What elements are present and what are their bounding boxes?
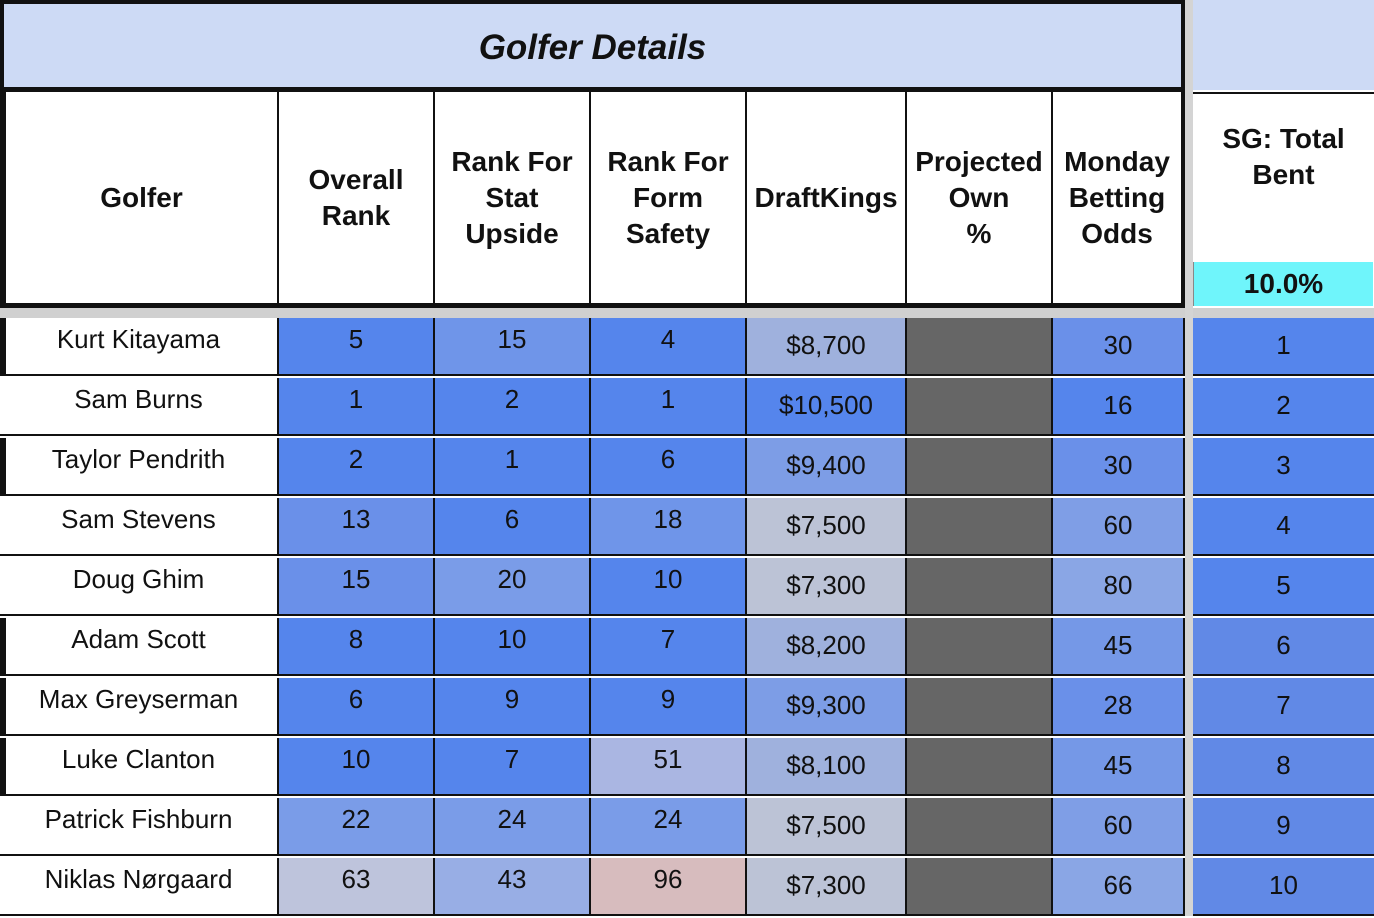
header-form-safety[interactable]: Rank For Form Safety bbox=[591, 92, 747, 303]
betting-odds-cell[interactable]: 30 bbox=[1053, 318, 1185, 376]
form-safety-cell[interactable]: 6 bbox=[591, 438, 747, 496]
golfer-name-cell[interactable]: Max Greyserman bbox=[0, 678, 279, 736]
table-row bbox=[0, 798, 1374, 858]
stat-upside-cell[interactable]: 2 bbox=[435, 378, 591, 436]
draftkings-salary-cell[interactable]: $8,200 bbox=[747, 618, 907, 676]
header-stat-upside[interactable]: Rank For Stat Upside bbox=[435, 92, 591, 303]
sg-total-cell[interactable]: 2 bbox=[1193, 378, 1374, 436]
projected-own-cell[interactable] bbox=[907, 678, 1053, 736]
projected-own-cell[interactable] bbox=[907, 618, 1053, 676]
overall-rank-cell[interactable]: 13 bbox=[279, 498, 435, 556]
projected-own-cell[interactable] bbox=[907, 378, 1053, 436]
betting-odds-cell[interactable]: 28 bbox=[1053, 678, 1185, 736]
projected-own-cell[interactable] bbox=[907, 438, 1053, 496]
golfer-name-cell[interactable]: Patrick Fishburn bbox=[0, 798, 279, 856]
betting-odds-cell[interactable]: 45 bbox=[1053, 618, 1185, 676]
betting-odds-cell[interactable]: 60 bbox=[1053, 498, 1185, 556]
overall-rank-cell[interactable]: 15 bbox=[279, 558, 435, 616]
draftkings-salary-cell[interactable]: $7,300 bbox=[747, 858, 907, 916]
stat-upside-cell[interactable]: 1 bbox=[435, 438, 591, 496]
stat-upside-cell[interactable]: 24 bbox=[435, 798, 591, 856]
betting-odds-cell[interactable]: 80 bbox=[1053, 558, 1185, 616]
golfer-name-cell[interactable]: Sam Stevens bbox=[0, 498, 279, 556]
form-safety-cell[interactable]: 1 bbox=[591, 378, 747, 436]
sg-total-cell[interactable]: 4 bbox=[1193, 498, 1374, 556]
sg-total-cell[interactable]: 6 bbox=[1193, 618, 1374, 676]
draftkings-salary-cell[interactable]: $7,500 bbox=[747, 798, 907, 856]
header-overall-rank[interactable]: Overall Rank bbox=[279, 92, 435, 303]
title-bar-extension bbox=[1193, 0, 1374, 90]
table-title: Golfer Details bbox=[478, 28, 707, 67]
row-left-border bbox=[0, 618, 6, 676]
header-projected-own[interactable]: Projected Own % bbox=[907, 92, 1053, 303]
projected-own-cell[interactable] bbox=[907, 738, 1053, 796]
draftkings-salary-cell[interactable]: $10,500 bbox=[747, 378, 907, 436]
overall-rank-cell[interactable]: 6 bbox=[279, 678, 435, 736]
betting-odds-cell[interactable]: 30 bbox=[1053, 438, 1185, 496]
column-header-row bbox=[0, 92, 1185, 308]
stat-upside-cell[interactable]: 43 bbox=[435, 858, 591, 916]
betting-odds-cell[interactable]: 45 bbox=[1053, 738, 1185, 796]
draftkings-salary-cell[interactable]: $8,700 bbox=[747, 318, 907, 376]
form-safety-cell[interactable]: 96 bbox=[591, 858, 747, 916]
overall-rank-cell[interactable]: 10 bbox=[279, 738, 435, 796]
form-safety-cell[interactable]: 4 bbox=[591, 318, 747, 376]
projected-own-cell[interactable] bbox=[907, 318, 1053, 376]
projected-own-cell[interactable] bbox=[907, 858, 1053, 916]
table-row bbox=[0, 318, 1374, 378]
table-row bbox=[0, 738, 1374, 798]
sg-total-cell[interactable]: 9 bbox=[1193, 798, 1374, 856]
sg-total-cell[interactable]: 8 bbox=[1193, 738, 1374, 796]
overall-rank-cell[interactable]: 2 bbox=[279, 438, 435, 496]
draftkings-salary-cell[interactable]: $7,300 bbox=[747, 558, 907, 616]
overall-rank-cell[interactable]: 22 bbox=[279, 798, 435, 856]
header-golfer[interactable]: Golfer bbox=[6, 92, 279, 303]
row-left-border bbox=[0, 678, 6, 736]
table-row bbox=[0, 678, 1374, 738]
overall-rank-cell[interactable]: 1 bbox=[279, 378, 435, 436]
draftkings-salary-cell[interactable]: $9,300 bbox=[747, 678, 907, 736]
golfer-name-cell[interactable]: Kurt Kitayama bbox=[0, 318, 279, 376]
form-safety-cell[interactable]: 51 bbox=[591, 738, 747, 796]
stat-upside-cell[interactable]: 9 bbox=[435, 678, 591, 736]
sg-total-cell[interactable]: 1 bbox=[1193, 318, 1374, 376]
table-row bbox=[0, 618, 1374, 678]
form-safety-cell[interactable]: 18 bbox=[591, 498, 747, 556]
table-row bbox=[0, 438, 1374, 498]
table-title-bar bbox=[0, 0, 1185, 92]
golfer-name-cell[interactable]: Adam Scott bbox=[0, 618, 279, 676]
golfer-name-cell[interactable]: Taylor Pendrith bbox=[0, 438, 279, 496]
overall-rank-cell[interactable]: 8 bbox=[279, 618, 435, 676]
stat-upside-cell[interactable]: 6 bbox=[435, 498, 591, 556]
golfer-name-cell[interactable]: Niklas Nørgaard bbox=[0, 858, 279, 916]
sg-total-cell[interactable]: 10 bbox=[1193, 858, 1374, 916]
golfer-name-cell[interactable]: Luke Clanton bbox=[0, 738, 279, 796]
draftkings-salary-cell[interactable]: $8,100 bbox=[747, 738, 907, 796]
betting-odds-cell[interactable]: 16 bbox=[1053, 378, 1185, 436]
golfer-name-cell[interactable]: Doug Ghim bbox=[0, 558, 279, 616]
form-safety-cell[interactable]: 7 bbox=[591, 618, 747, 676]
table-row bbox=[0, 858, 1374, 918]
form-safety-cell[interactable]: 9 bbox=[591, 678, 747, 736]
form-safety-cell[interactable]: 24 bbox=[591, 798, 747, 856]
sg-total-cell[interactable]: 5 bbox=[1193, 558, 1374, 616]
header-draftkings[interactable]: DraftKings bbox=[747, 92, 907, 303]
header-betting-odds[interactable]: Monday Betting Odds bbox=[1064, 145, 1170, 249]
table-row bbox=[0, 378, 1374, 438]
overall-rank-cell[interactable]: 63 bbox=[279, 858, 435, 916]
draftkings-salary-cell[interactable]: $9,400 bbox=[747, 438, 907, 496]
sg-total-cell[interactable]: 7 bbox=[1193, 678, 1374, 736]
draftkings-salary-cell[interactable]: $7,500 bbox=[747, 498, 907, 556]
projected-own-cell[interactable] bbox=[907, 558, 1053, 616]
table-row bbox=[0, 498, 1374, 558]
stat-upside-cell[interactable]: 20 bbox=[435, 558, 591, 616]
row-left-border bbox=[0, 438, 6, 496]
golfer-name-cell[interactable]: Sam Burns bbox=[0, 378, 279, 436]
stat-upside-cell[interactable]: 10 bbox=[435, 618, 591, 676]
row-left-border bbox=[0, 738, 6, 796]
betting-odds-cell[interactable]: 60 bbox=[1053, 798, 1185, 856]
stat-upside-cell[interactable]: 15 bbox=[435, 318, 591, 376]
overall-rank-cell[interactable]: 5 bbox=[279, 318, 435, 376]
betting-odds-cell[interactable]: 66 bbox=[1053, 858, 1185, 916]
sg-weight-value[interactable]: 10.0% bbox=[1193, 262, 1373, 306]
header-divider bbox=[0, 308, 1374, 318]
projected-own-cell[interactable] bbox=[907, 498, 1053, 556]
header-sg-total[interactable]: SG: Total Bent bbox=[1193, 92, 1374, 260]
row-left-border bbox=[0, 318, 6, 376]
form-safety-cell[interactable]: 10 bbox=[591, 558, 747, 616]
projected-own-cell[interactable] bbox=[907, 798, 1053, 856]
table-row bbox=[0, 558, 1374, 618]
sg-total-cell[interactable]: 3 bbox=[1193, 438, 1374, 496]
stat-upside-cell[interactable]: 7 bbox=[435, 738, 591, 796]
